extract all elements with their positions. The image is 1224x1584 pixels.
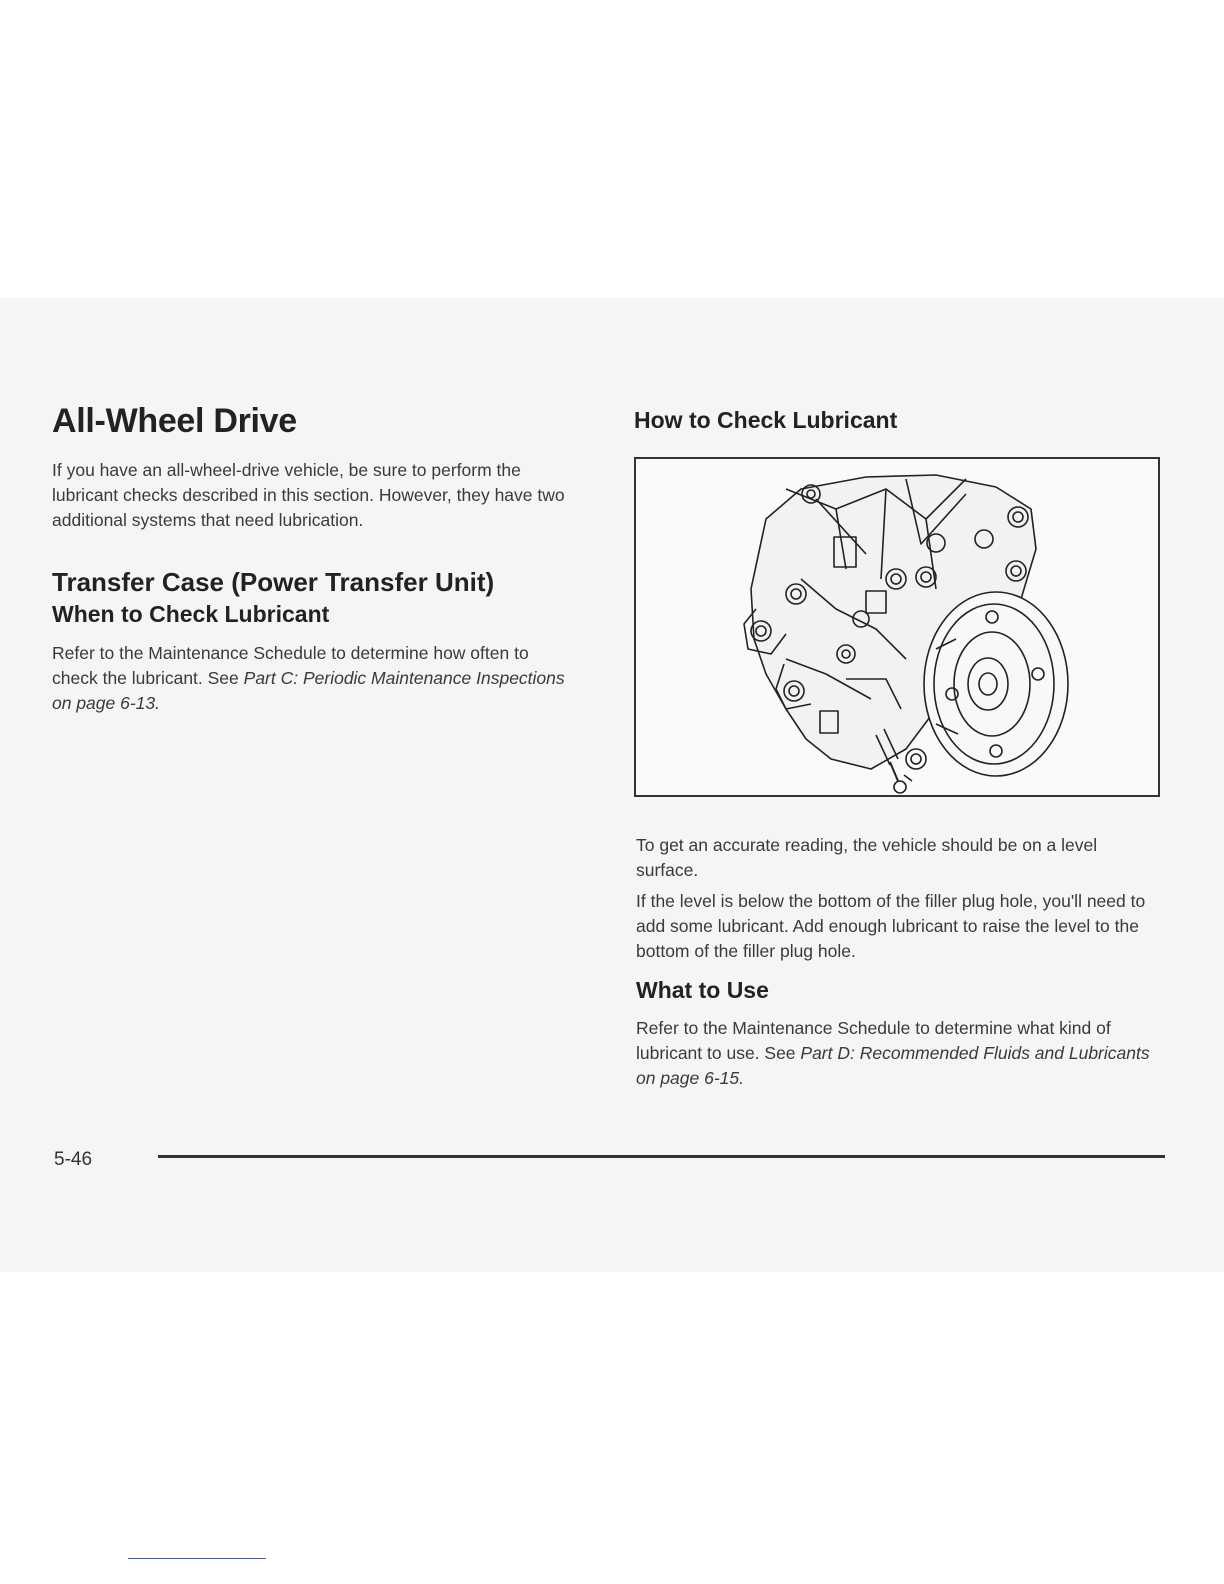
subsection-title-what-to-use: What to Use bbox=[636, 977, 769, 1003]
page-number: 5-46 bbox=[54, 1149, 93, 1170]
cross-reference-link[interactable]: Part C: Periodic Maintenance Inspections on page 6-13. bbox=[52, 668, 565, 713]
transfer-case-illustration bbox=[636, 459, 1158, 795]
link-underline bbox=[128, 1558, 266, 1559]
cross-reference-link[interactable]: Part D: Recommended Fluids and Lubricants on page 6-15. bbox=[636, 1043, 1150, 1088]
subsection-title-how-to-check: How to Check Lubricant bbox=[634, 407, 898, 433]
intro-paragraph: If you have an all-wheel-drive vehicle, be sure to perform the lubricant checks described in this section. However, they have two additional systems that need lubrication. bbox=[52, 460, 565, 530]
what-to-use-text: Refer to the Maintenance Schedule to determine what kind of lubricant to use. See bbox=[636, 1018, 1111, 1063]
when-to-check-paragraph bbox=[52, 641, 577, 716]
what-to-use-paragraph bbox=[636, 1016, 1154, 1091]
level-surface-paragraph: To get an accurate reading, the vehicle should be on a level surface. bbox=[636, 835, 1098, 880]
when-to-check-text: Refer to the Maintenance Schedule to determine how often to check the lubricant. See bbox=[52, 643, 529, 688]
subsection-title-when-to-check: When to Check Lubricant bbox=[52, 601, 330, 627]
transfer-case-figure bbox=[634, 457, 1160, 797]
add-lubricant-paragraph: If the level is below the bottom of the filler plug hole, you'll need to add some lubricant. Add enough lubricant to raise the level to the bottom of the filler plug hole. bbox=[636, 891, 1146, 961]
section-title-transfer-case: Transfer Case (Power Transfer Unit) bbox=[52, 567, 495, 597]
footer-rule bbox=[158, 1155, 1165, 1158]
page-title: All-Wheel Drive bbox=[52, 402, 297, 440]
